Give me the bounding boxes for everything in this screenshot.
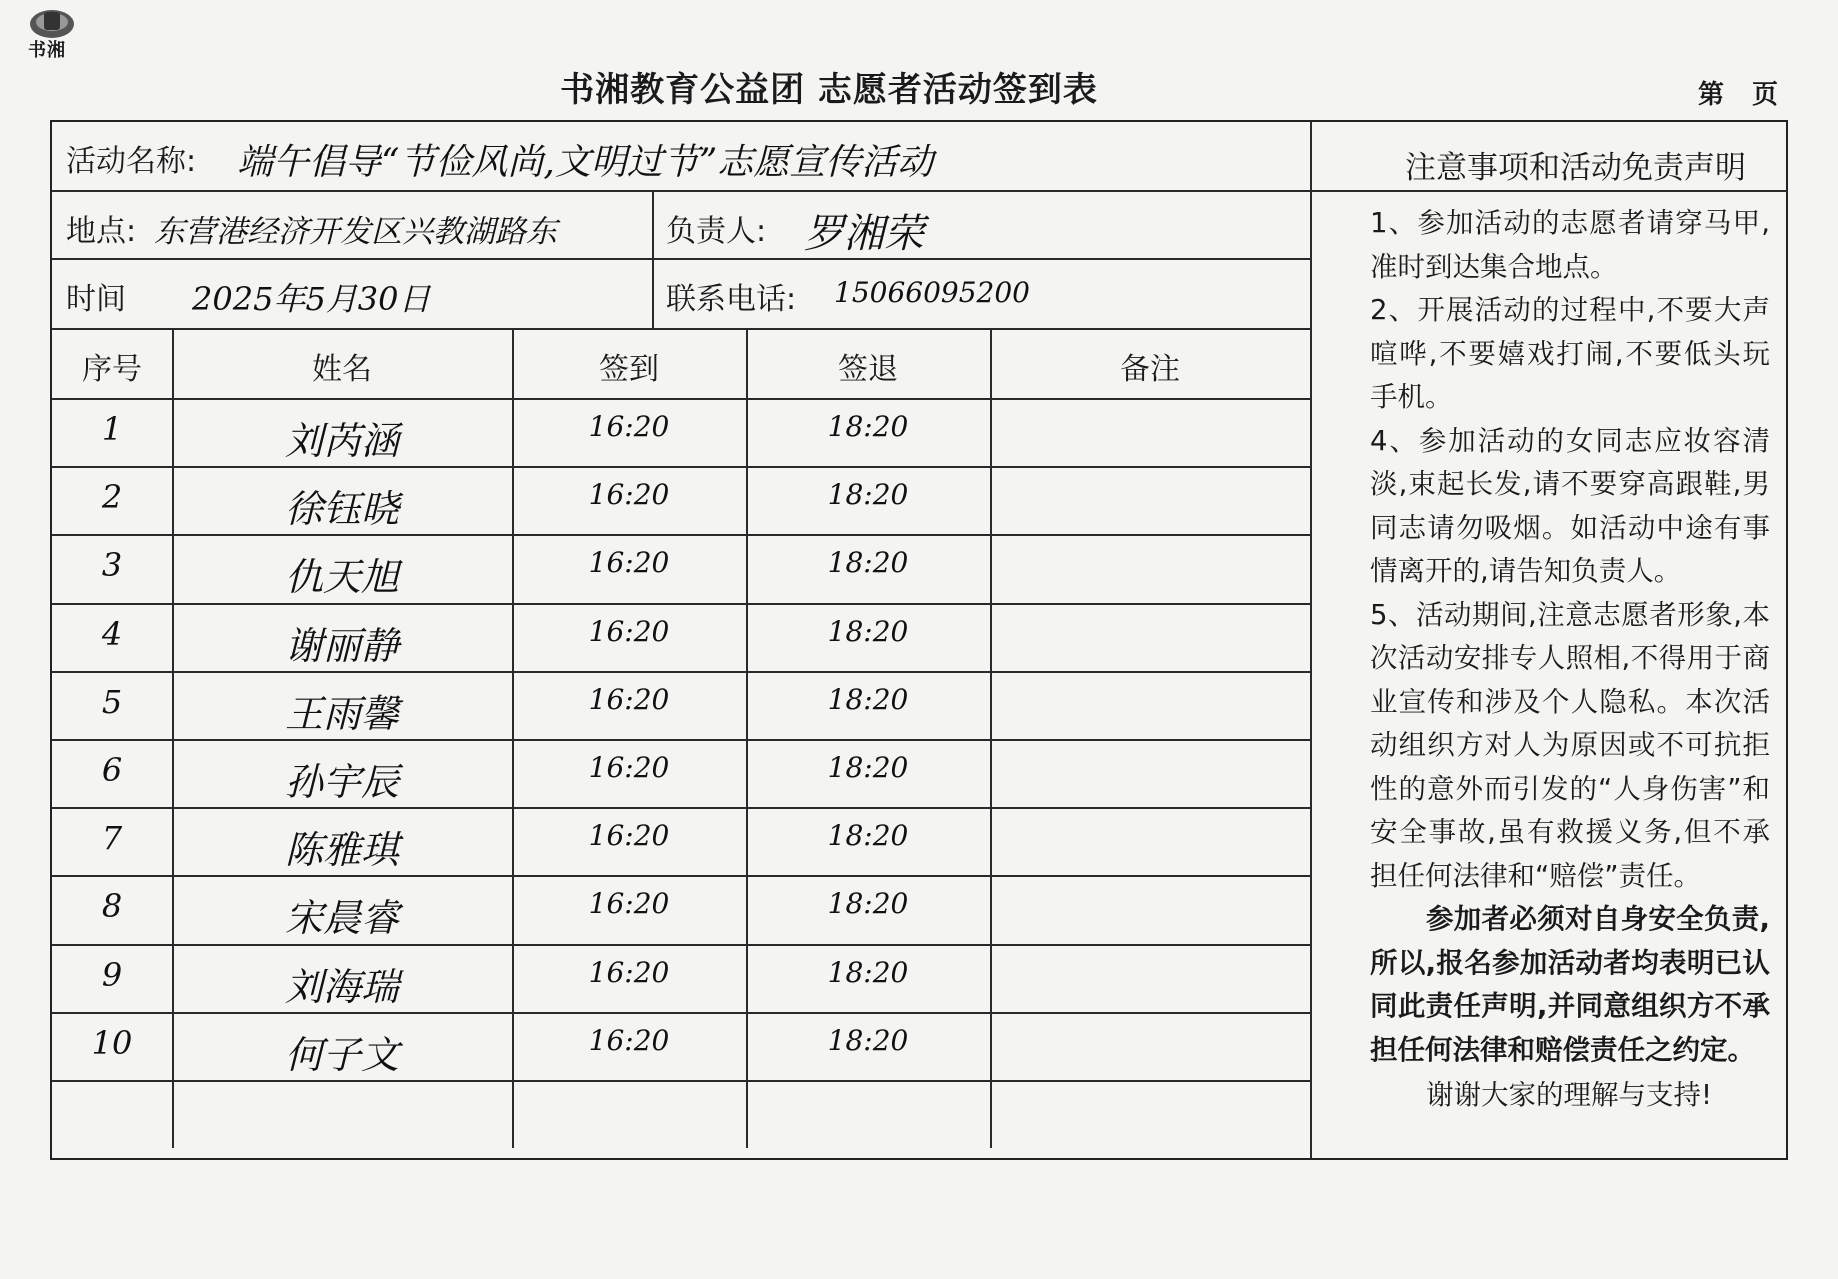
signin-time: 16:20 (588, 614, 670, 648)
row-divider (52, 944, 1310, 946)
activity-label: 活动名称: (66, 144, 197, 179)
header-name: 姓名 (312, 352, 372, 387)
row-divider (52, 328, 1310, 330)
header-signout: 签退 (838, 352, 898, 387)
signin-time: 16:20 (588, 478, 670, 512)
volunteer-name: 徐钰晓 (284, 487, 399, 532)
phone-label: 联系电话: (666, 282, 797, 317)
notice-thanks: 谢谢大家的理解与支持! (1426, 1079, 1713, 1111)
volunteer-name: 王雨馨 (284, 691, 399, 736)
volunteer-name: 刘海瑞 (284, 964, 399, 1009)
row-divider (52, 258, 1310, 260)
location-label: 地点: (66, 214, 137, 249)
row-divider (52, 603, 1310, 605)
time-value: 2025年5月30日 (192, 280, 431, 318)
row-divider (52, 671, 1310, 673)
signout-time: 18:20 (827, 410, 909, 443)
row-divider (52, 190, 1788, 192)
volunteer-name: 谢丽静 (284, 623, 399, 668)
signout-time: 18:20 (827, 478, 909, 512)
signin-time: 16:20 (588, 546, 670, 580)
signin-time: 16:20 (588, 751, 670, 784)
signin-time: 16:20 (588, 819, 670, 853)
col-divider (652, 190, 654, 328)
notice-divider (1310, 122, 1312, 1158)
signin-form (50, 120, 1788, 1160)
row-divider (52, 466, 1310, 468)
notice-item-5: 5、活动期间,注意志愿者形象,本次活动安排专人照相,不得用于商业宣传和涉及个人隐私。本次活动组织方对人为原因或不可抗拒性的意外而引发的“人身伤害”和安全事故,虽有救援义务,但不承担任何法律和“赔偿”责任。 (1370, 598, 1770, 892)
row-number: 7 (101, 819, 123, 858)
document-title: 书湘教育公益团 志愿者活动签到表 (560, 70, 1098, 110)
signin-time: 16:20 (588, 955, 670, 989)
signin-time: 16:20 (588, 1023, 670, 1057)
logo-text: 书湘 (28, 40, 66, 61)
row-number: 5 (101, 682, 123, 721)
leader-label: 负责人: (666, 214, 767, 249)
row-number: 1 (101, 410, 123, 448)
signout-time: 18:20 (827, 1023, 909, 1057)
notice-item-2: 2、开展活动的过程中,不要大声喧哗,不要嬉戏打闹,不要低头玩手机。 (1370, 294, 1770, 413)
volunteer-name: 何子文 (284, 1032, 399, 1077)
row-divider (52, 807, 1310, 809)
row-divider (52, 875, 1310, 877)
row-number: 2 (101, 478, 123, 517)
row-number: 4 (101, 614, 123, 653)
row-divider (52, 1012, 1310, 1014)
row-divider (52, 534, 1310, 536)
signin-time: 16:20 (588, 887, 670, 921)
volunteer-name: 仇天旭 (284, 555, 399, 600)
time-label: 时间 (66, 282, 126, 317)
signout-time: 18:20 (827, 887, 909, 921)
signout-time: 18:20 (827, 819, 909, 853)
signin-time: 16:20 (588, 682, 670, 716)
volunteer-name: 陈雅琪 (284, 828, 399, 873)
notice-statement: 参加者必须对自身安全负责,所以,报名参加活动者均表明已认同此责任声明,并同意组织方不承担任何法律和赔偿责任之约定。 (1370, 903, 1770, 1066)
leader-value: 罗湘荣 (804, 211, 924, 257)
phone-value: 15066095200 (834, 276, 1030, 309)
page-number-label: 第页 (1698, 80, 1807, 110)
row-number: 9 (101, 955, 123, 994)
row-divider (52, 739, 1310, 741)
location-value: 东营港经济开发区兴教湖路东 (154, 214, 557, 250)
signout-time: 18:20 (827, 682, 909, 716)
notice-body (1370, 202, 1770, 1118)
row-divider (52, 398, 1310, 400)
notice-item-4: 4、参加活动的女同志应妆容清淡,束起长发,请不要穿高跟鞋,男同志请勿吸烟。如活动中途有事情离开的,请告知负责人。 (1370, 424, 1770, 587)
signout-time: 18:20 (827, 614, 909, 648)
signout-time: 18:20 (827, 546, 909, 580)
activity-value: 端午倡导“节俭风尚,文明过节”志愿宣传活动 (237, 142, 934, 183)
notice-title: 注意事项和活动免责声明 (1405, 150, 1746, 186)
row-number: 3 (101, 546, 123, 585)
volunteer-name: 宋晨睿 (284, 896, 399, 941)
header-no: 序号 (82, 352, 142, 387)
volunteer-name: 刘芮涵 (284, 419, 399, 463)
row-number: 6 (101, 751, 123, 789)
row-number: 8 (101, 887, 123, 926)
volunteer-name: 孙宇辰 (284, 760, 399, 804)
notice-item-1: 1、参加活动的志愿者请穿马甲,准时到达集合地点。 (1370, 207, 1770, 283)
signin-time: 16:20 (588, 410, 670, 443)
signout-time: 18:20 (827, 955, 909, 989)
row-divider (52, 1080, 1310, 1082)
header-note: 备注 (1120, 352, 1180, 387)
row-number: 10 (91, 1023, 133, 1062)
header-signin: 签到 (599, 352, 659, 387)
signout-time: 18:20 (827, 751, 909, 784)
